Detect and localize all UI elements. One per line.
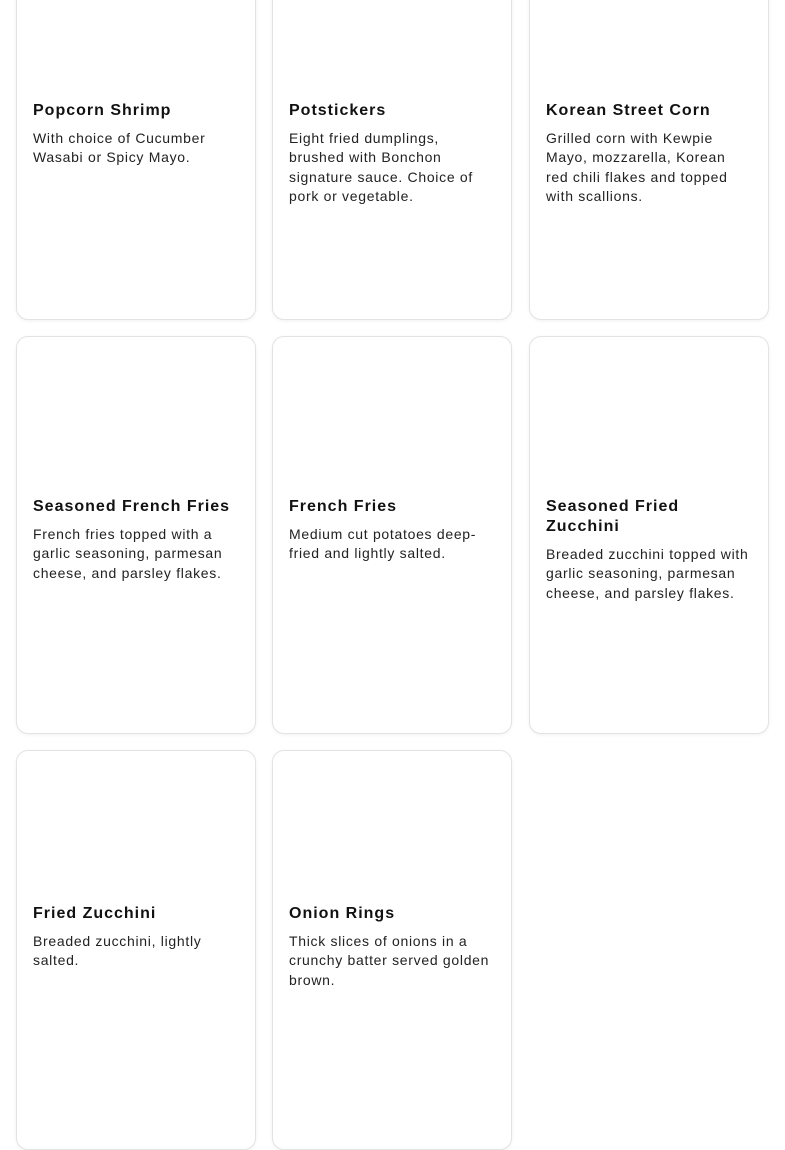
- menu-item-title: Popcorn Shrimp: [33, 102, 172, 119]
- menu-item-card-onion-rings[interactable]: [272, 750, 512, 1150]
- menu-item-card-fried-zucchini[interactable]: [16, 750, 256, 1150]
- menu-item-description: Medium cut potatoes deep-fried and lightly salted.: [289, 526, 477, 562]
- menu-item-description: French fries topped with a garlic seasoning, parmesan cheese, and parsley flakes.: [33, 526, 223, 581]
- menu-item-card-seasoned-french-fries[interactable]: [16, 336, 256, 734]
- menu-item-card-french-fries[interactable]: [272, 336, 512, 734]
- menu-item-description: Breaded zucchini, lightly salted.: [33, 933, 202, 969]
- menu-item-card-korean-street-corn[interactable]: [529, 0, 769, 320]
- menu-item-description: Eight fried dumplings, brushed with Bonchon signature sauce. Choice of pork or vegetable.: [289, 130, 473, 205]
- menu-item-title: Fried Zucchini: [33, 905, 157, 922]
- menu-item-description: Grilled corn with Kewpie Mayo, mozzarella, Korean red chili flakes and topped with scallions.: [546, 130, 728, 205]
- menu-item-title: Korean Street Corn: [546, 102, 711, 119]
- menu-item-title: Onion Rings: [289, 905, 396, 922]
- menu-item-description: Breaded zucchini topped with garlic seasoning, parmesan cheese, and parsley flakes.: [546, 546, 749, 601]
- menu-item-description: Thick slices of onions in a crunchy batter served golden brown.: [289, 933, 490, 988]
- menu-item-card-seasoned-fried-zucchini[interactable]: [529, 336, 769, 734]
- menu-item-title: French Fries: [289, 498, 398, 515]
- menu-item-description: With choice of Cucumber Wasabi or Spicy Mayo.: [33, 130, 206, 166]
- menu-item-title: Potstickers: [289, 102, 387, 119]
- menu-item-title: Seasoned French Fries: [33, 498, 231, 515]
- menu-item-card-popcorn-shrimp[interactable]: [16, 0, 256, 320]
- menu-item-card-potstickers[interactable]: [272, 0, 512, 320]
- menu-item-title: Seasoned Fried Zucchini: [546, 498, 680, 535]
